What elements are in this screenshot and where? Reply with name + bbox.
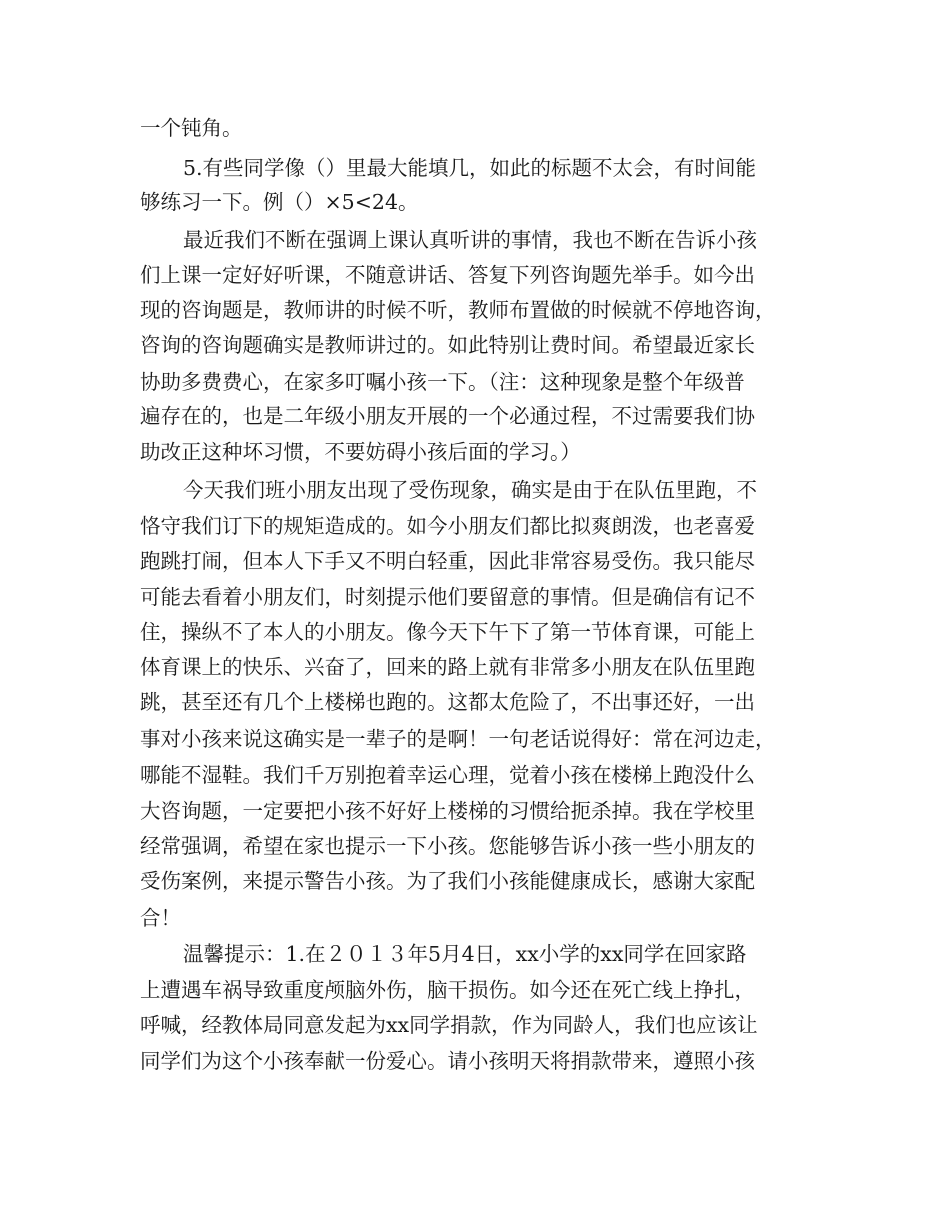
text-line: 一个钝角。	[140, 116, 243, 140]
text-line: 合！	[140, 906, 181, 930]
text-line: 跑跳打闹，但本人下手又不明白轻重，因此非常容易受伤。我只能尽	[140, 549, 755, 573]
text-line: 咨询的咨询题确实是教师讲过的。如此特别让费时间。希望最近家长	[140, 333, 755, 357]
text-line: 最近我们不断在强调上课认真听讲的事情，我也不断在告诉小孩	[183, 228, 757, 252]
text-line: 体育课上的快乐、兴奋了，回来的路上就有非常多小朋友在队伍里跑	[140, 655, 755, 679]
text-line: 协助多费费心，在家多叮嘱小孩一下。（注：这种现象是整个年级普	[140, 370, 745, 394]
text-line: 受伤案例，来提示警告小孩。为了我们小孩能健康成长，感谢大家配	[140, 869, 755, 893]
text-line: 事对小孩来说这确实是一辈子的是啊！一句老话说得好：常在河边走，	[140, 727, 776, 751]
text-line: 同学们为这个小孩奉献一份爱心。请小孩明天将捐款带来，遵照小孩	[140, 1049, 755, 1073]
text-line: 遍存在的，也是二年级小朋友开展的一个必通过程，不过需要我们协	[140, 404, 755, 428]
text-line: 恪守我们订下的规矩造成的。如今小朋友们都比拟爽朗泼，也老喜爱	[140, 514, 755, 538]
text-line: 住，操纵不了本人的小朋友。像今天下午下了第一节体育课，可能上	[140, 620, 755, 644]
text-line: 大咨询题，一定要把小孩不好好上楼梯的习惯给扼杀掉。我在学校里	[140, 799, 755, 823]
text-line: 上遭遇车祸导致重度颅脑外伤，脑干损伤。如今还在死亡线上挣扎，	[140, 978, 755, 1002]
text-line: 跳，甚至还有几个上楼梯也跑的。这都太危险了，不出事还好，一出	[140, 690, 755, 714]
text-line: 今天我们班小朋友出现了受伤现象，确实是由于在队伍里跑，不	[183, 478, 757, 502]
text-line: 助改正这种坏习惯，不要妨碍小孩后面的学习。）	[140, 440, 581, 464]
text-line: 5.有些同学像（）里最大能填几，如此的标题不太会，有时间能	[183, 156, 757, 180]
text-line: 们上课一定好好听课，不随意讲话、答复下列咨询题先举手。如今出	[140, 263, 755, 287]
text-line: 现的咨询题是，教师讲的时候不听，教师布置做的时候就不停地咨询，	[140, 298, 776, 322]
text-line: 温馨提示：1.在２０１３年5月4日，xx小学的xx同学在回家路	[183, 942, 747, 966]
text-line: 呼喊，经教体局同意发起为xx同学捐款，作为同龄人，我们也应该让	[140, 1013, 758, 1037]
text-line: 够练习一下。例（）×5<24。	[140, 190, 419, 214]
text-line: 可能去看着小朋友们，时刻提示他们要留意的事情。但是确信有记不	[140, 585, 755, 609]
text-line: 经常强调，希望在家也提示一下小孩。您能够告诉小孩一些小朋友的	[140, 834, 755, 858]
text-line: 哪能不湿鞋。我们千万别抱着幸运心理，觉着小孩在楼梯上跑没什么	[140, 763, 755, 787]
